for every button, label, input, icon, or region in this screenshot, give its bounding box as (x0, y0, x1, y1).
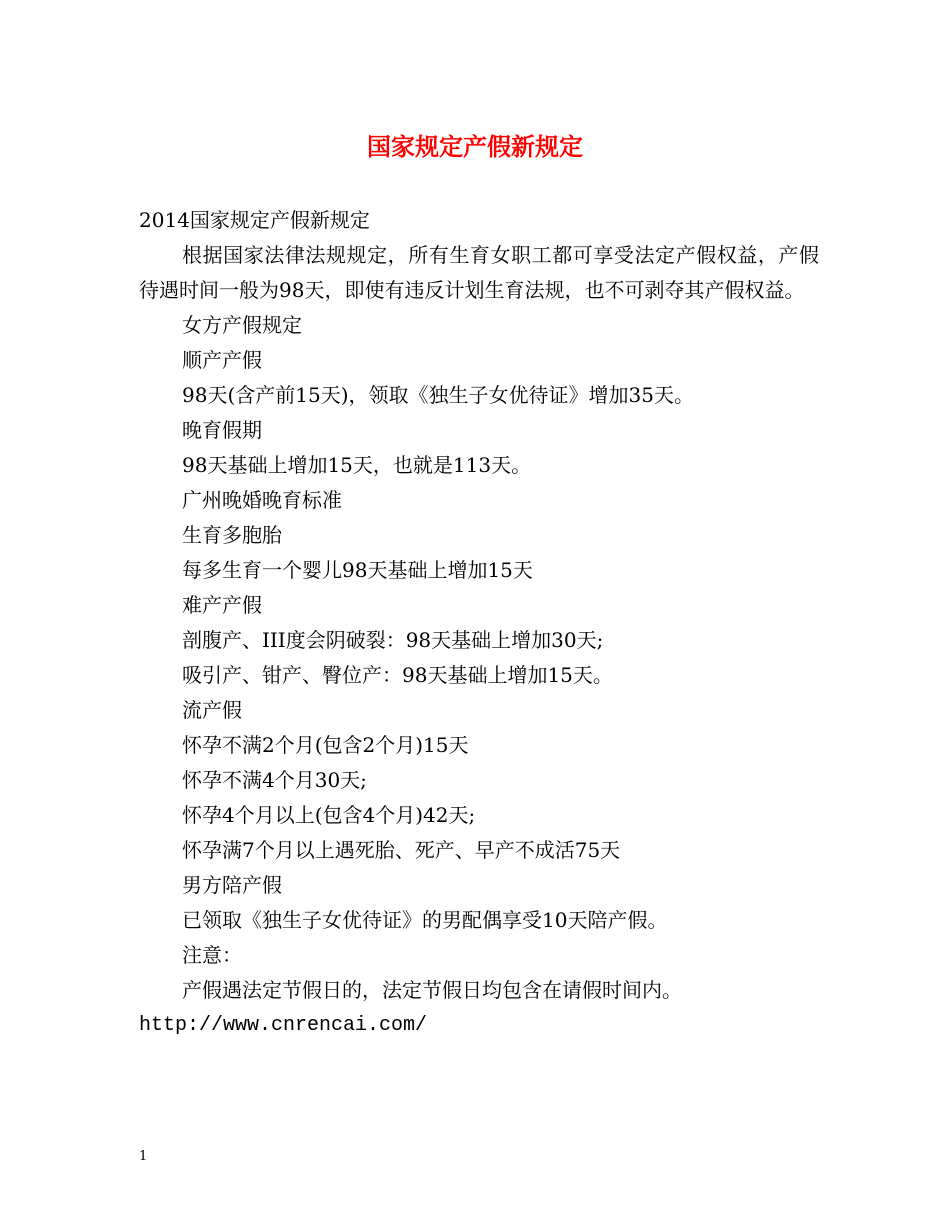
document-body (139, 203, 819, 1043)
heading-female-leave: 女方产假规定 (182, 313, 302, 337)
text-miscarriage-2m: 怀孕不满2个月(包含2个月)15天 (182, 733, 469, 757)
source-url: http://www.cnrencai.com/ (139, 1014, 428, 1037)
text-miscarriage-7m: 怀孕满7个月以上遇死胎、死产、早产不成活75天 (182, 838, 621, 862)
intro-paragraph: 根据国家法律法规规定，所有生育女职工都可享受法定产假权益，产假待遇时间一般为98天，即使有违反计划生育法规，也不可剥夺其产假权益。 (139, 243, 819, 302)
text-assisted-delivery: 吸引产、钳产、臀位产：98天基础上增加15天。 (182, 663, 613, 687)
heading-note: 注意： (182, 943, 242, 967)
text-normal-birth: 98天(含产前15天)，领取《独生子女优待证》增加35天。 (182, 383, 694, 407)
heading-miscarriage: 流产假 (182, 698, 242, 722)
text-miscarriage-4m: 怀孕不满4个月30天; (182, 768, 367, 792)
text-late-birth: 98天基础上增加15天，也就是113天。 (182, 453, 532, 477)
heading-late-birth: 晚育假期 (182, 418, 262, 442)
heading-multiple-birth: 生育多胞胎 (182, 523, 282, 547)
heading-normal-birth: 顺产产假 (182, 348, 262, 372)
text-cesarean: 剖腹产、III度会阴破裂：98天基础上增加30天; (182, 628, 604, 652)
document-subtitle: 2014国家规定产假新规定 (139, 208, 370, 232)
page-number: 1 (139, 1149, 148, 1164)
text-paternity-leave: 已领取《独生子女优待证》的男配偶享受10天陪产假。 (182, 908, 668, 932)
text-multiple-birth: 每多生育一个婴儿98天基础上增加15天 (182, 558, 533, 582)
page-title: 国家规定产假新规定 (367, 133, 583, 161)
text-note: 产假遇法定节假日的，法定节假日均包含在请假时间内。 (182, 978, 682, 1002)
heading-difficult-birth: 难产产假 (182, 593, 262, 617)
text-miscarriage-over-4m: 怀孕4个月以上(包含4个月)42天; (182, 803, 476, 827)
heading-guangzhou-standard: 广州晚婚晚育标准 (182, 488, 342, 512)
heading-paternity-leave: 男方陪产假 (182, 873, 282, 897)
